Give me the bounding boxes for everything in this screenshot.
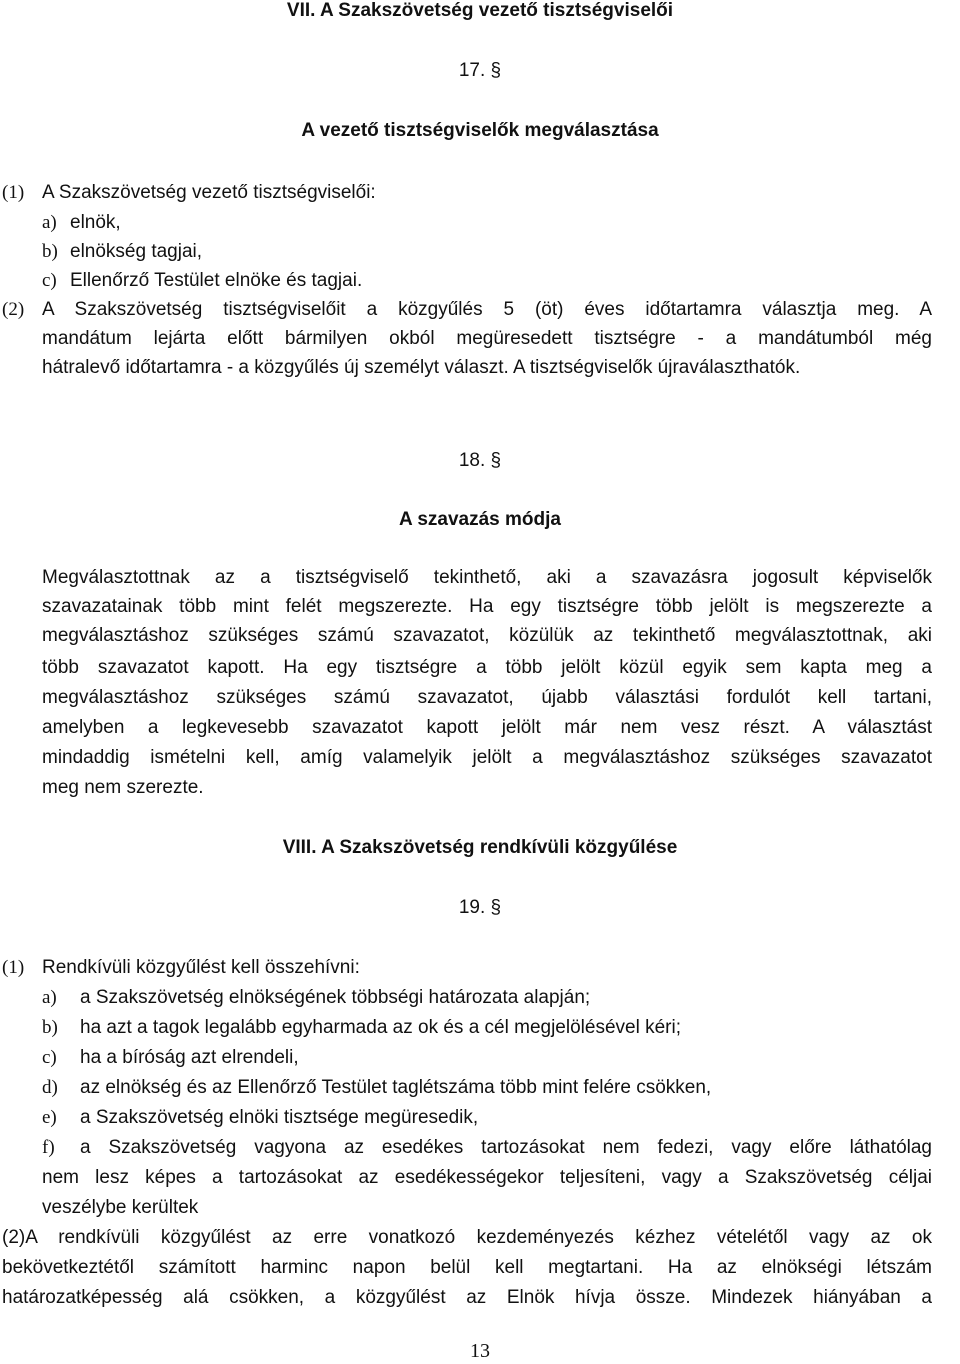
list-text: az elnökség és az Ellenőrző Testület taglétszáma több mint felére csökken,	[80, 1077, 712, 1098]
list-marker: f)	[42, 1137, 55, 1158]
list-text: Ellenőrző Testület elnöke és tagjai.	[70, 270, 363, 291]
text-line: szavazatainak több mint felét megszerezte. Ha egy tisztségre több jelölt is megszerezte a	[42, 596, 932, 617]
text-line: nem lesz képes a tartozásokat az esedékességekor teljesíteni, vagy a Szakszövetség céljai	[42, 1167, 932, 1188]
paragraph-marker: (1)	[2, 182, 25, 203]
list-marker: c)	[42, 270, 57, 291]
section-title: A vezető tisztségviselők megválasztása	[301, 120, 659, 141]
section-number: 17. §	[458, 60, 502, 81]
page-number: 13	[470, 1340, 490, 1362]
paragraph-text: A Szakszövetség vezető tisztségviselői:	[42, 182, 376, 203]
text-line: megválasztáshoz szükséges számú szavazatot, újabb választási fordulót kell tartani,	[42, 687, 932, 708]
section-number: 18. §	[458, 450, 502, 471]
list-marker: b)	[42, 1017, 58, 1038]
section-title: A szavazás módja	[399, 509, 561, 530]
list-marker: c)	[42, 1047, 57, 1068]
text-line: bekövetkeztétől számított harminc napon belül kell megtartani. Ha az elnökségi létszám	[2, 1257, 932, 1278]
list-text: ha azt a tagok legalább egyharmada az ok és a cél megjelölésével kéri;	[80, 1017, 681, 1038]
text-line: több szavazatot kapott. Ha egy tisztségre a több jelölt közül egyik sem kapta meg a	[42, 657, 932, 678]
list-text: a Szakszövetség elnökségének többségi határozata alapján;	[80, 987, 591, 1008]
list-text: ha a bíróság azt elrendeli,	[80, 1047, 299, 1068]
text-line: határozatképesség alá csökken, a közgyűlést az Elnök hívja össze. Mindezek hiányában a	[2, 1287, 932, 1308]
text-line: (2)A rendkívüli közgyűlést az erre vonatkozó kezdeményezés kézhez vételétől vagy az ok	[2, 1227, 932, 1248]
list-text: a Szakszövetség elnöki tisztsége megüresedik,	[80, 1107, 479, 1128]
list-text: elnök,	[70, 212, 121, 233]
text-line: mindaddig ismételni kell, amíg valamelyik jelölt a megválasztáshoz szükséges szavazatot	[42, 747, 932, 768]
paragraph-marker: (1)	[2, 957, 25, 978]
paragraph-text: Rendkívüli közgyűlést kell összehívni:	[42, 957, 360, 978]
text-line: meg nem szerezte.	[42, 777, 204, 798]
text-line: hátralevő időtartamra - a közgyűlés új személyt választ. A tisztségviselők újraválaszthatók.	[42, 357, 801, 378]
chapter-heading: VII. A Szakszövetség vezető tisztségviselői	[286, 0, 674, 21]
paragraph-marker: (2)	[2, 299, 25, 320]
text-line: a Szakszövetség vagyona az esedékes tartozásokat nem fedezi, vagy előre láthatólag	[80, 1137, 932, 1158]
list-marker: d)	[42, 1077, 58, 1098]
list-text: elnökség tagjai,	[70, 241, 203, 262]
text-line: Megválasztottnak az a tisztségviselő tekinthető, aki a szavazásra jogosult képviselők	[42, 567, 932, 588]
text-line: mandátum lejárta előtt bármilyen okból megüresedett tisztségre - a mandátumból még	[42, 328, 932, 349]
list-marker: b)	[42, 241, 58, 262]
text-line: megválasztáshoz szükséges számú szavazatot, közülük az tekinthető megválasztottnak, aki	[42, 625, 932, 646]
list-marker: e)	[42, 1107, 57, 1128]
text-line: veszélybe kerültek	[42, 1197, 199, 1218]
text-line: A Szakszövetség tisztségviselőit a közgyűlés 5 (öt) éves időtartamra választja meg. A	[42, 299, 932, 320]
list-marker: a)	[42, 212, 57, 233]
chapter-heading: VIII. A Szakszövetség rendkívüli közgyűlése	[282, 837, 678, 858]
text-line: amelyben a legkevesebb szavazatot kapott jelölt már nem vesz részt. A választást	[42, 717, 932, 738]
section-number: 19. §	[458, 897, 502, 918]
list-marker: a)	[42, 987, 57, 1008]
